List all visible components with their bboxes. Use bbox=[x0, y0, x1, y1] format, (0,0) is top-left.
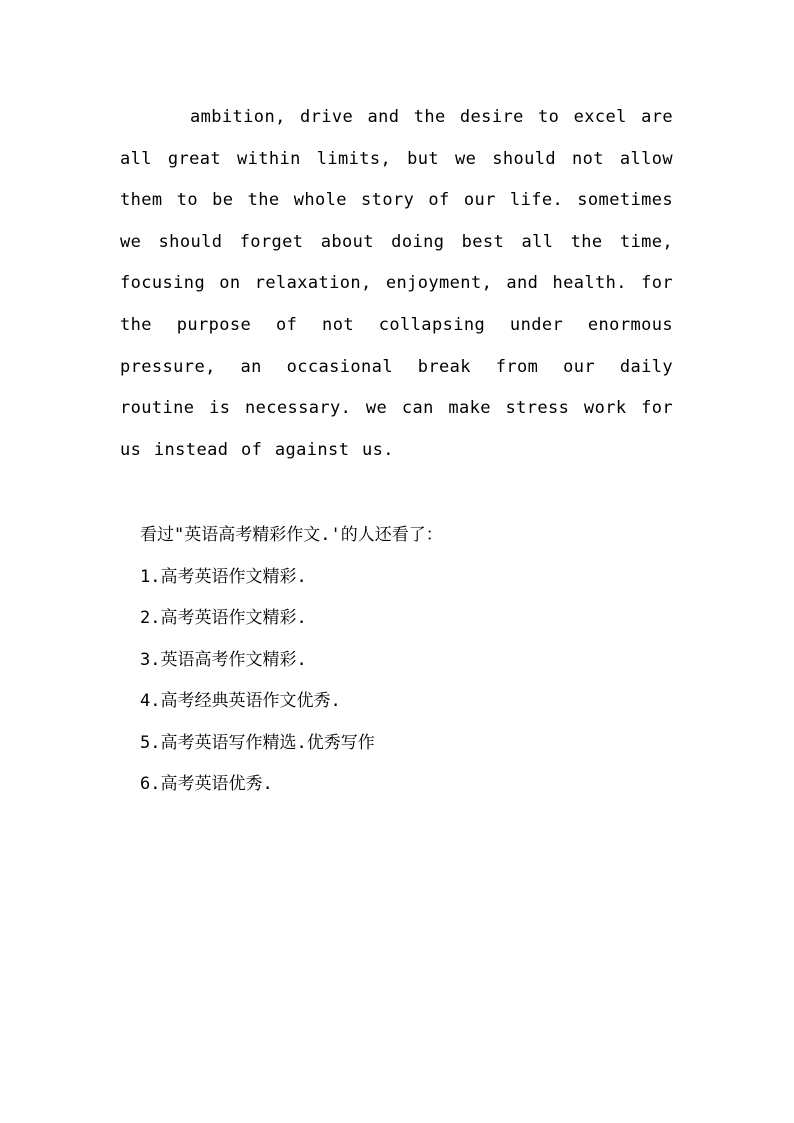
related-link-6[interactable]: 6.高考英语优秀. bbox=[140, 774, 273, 794]
related-link-2[interactable]: 2.高考英语作文精彩. bbox=[140, 608, 307, 628]
list-item[interactable] bbox=[140, 598, 680, 640]
related-link-4[interactable]: 4.高考经典英语作文优秀. bbox=[140, 691, 341, 711]
related-list bbox=[140, 557, 680, 806]
body-paragraph: ambition, drive and the desire to excel are all great within limits, but we should not allow them to be the whole story of our life. sometimes we should forget about doing best all the time, focusing on relaxation, enjoyment, and health. for the purpose of not collapsing under enormous pressure, an occasional break from our daily routine is necessary. we can make stress work for us instead of against us. bbox=[120, 107, 673, 460]
list-item[interactable] bbox=[140, 764, 680, 806]
list-item[interactable] bbox=[140, 640, 680, 682]
related-heading: 看过"英语高考精彩作文.'的人还看了： bbox=[140, 525, 443, 545]
related-link-3[interactable]: 3.英语高考作文精彩. bbox=[140, 649, 307, 670]
list-item[interactable] bbox=[140, 557, 680, 599]
related-link-5[interactable]: 5.高考英语写作精选.优秀写作 bbox=[140, 732, 375, 753]
related-link-1[interactable]: 1.高考英语作文精彩. bbox=[140, 566, 307, 587]
related-articles bbox=[140, 515, 680, 806]
list-item[interactable] bbox=[140, 723, 680, 765]
list-item[interactable] bbox=[140, 681, 680, 723]
